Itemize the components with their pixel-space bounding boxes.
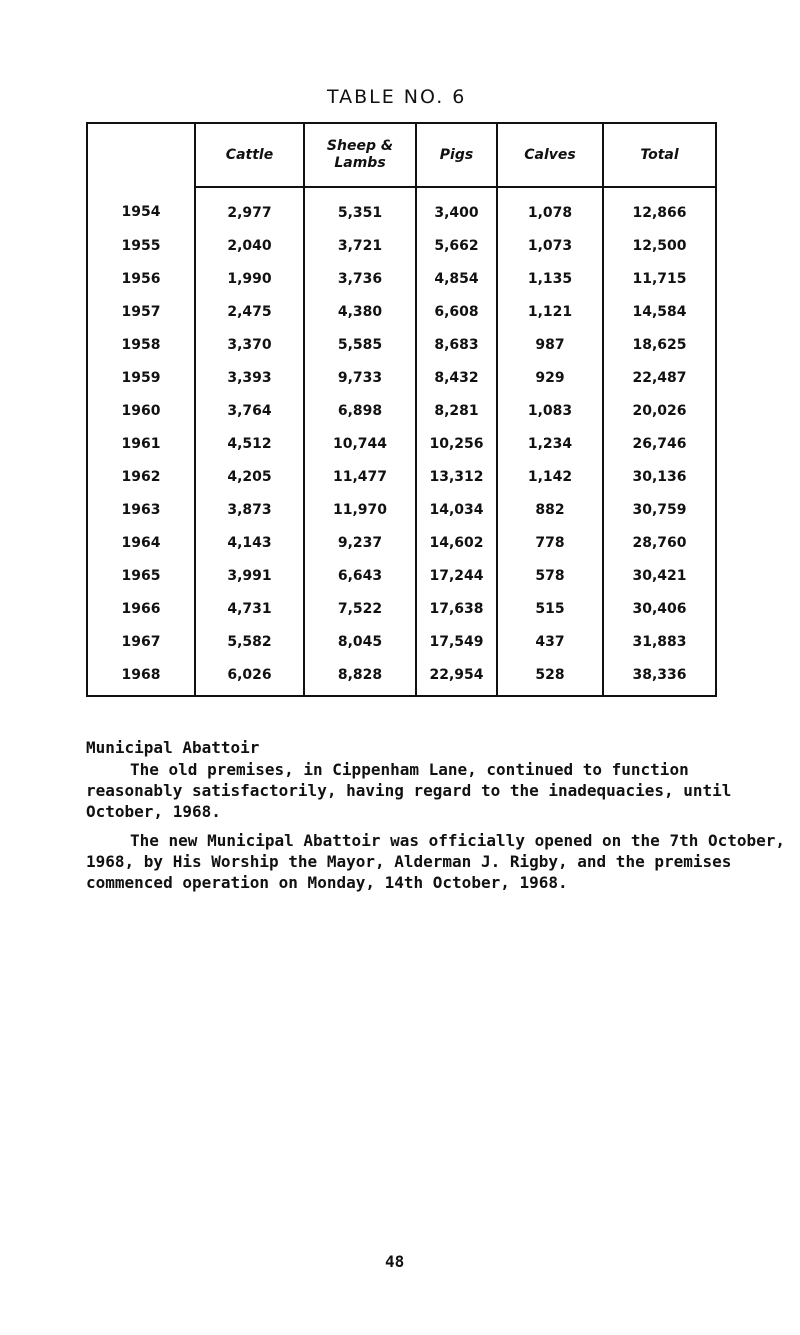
cell-cattle: 3,370 bbox=[195, 328, 304, 361]
cell-cattle: 5,582 bbox=[195, 625, 304, 658]
cell-pigs: 10,256 bbox=[416, 427, 497, 460]
cell-total: 30,421 bbox=[603, 559, 716, 592]
cell-year: 1965 bbox=[87, 559, 195, 592]
cell-total: 14,584 bbox=[603, 295, 716, 328]
paragraph-new-abattoir: The new Municipal Abattoir was officially opened on the 7th October, 1968, by His Worship the Mayor, Alderman J. Rigby, and the premises commenced operation on Monday, 14th October, 1968. bbox=[86, 831, 786, 892]
cell-sheep-lambs: 5,585 bbox=[304, 328, 416, 361]
cell-cattle: 4,731 bbox=[195, 592, 304, 625]
cell-total: 30,759 bbox=[603, 493, 716, 526]
cell-total: 12,866 bbox=[603, 187, 716, 229]
cell-sheep-lambs: 3,736 bbox=[304, 262, 416, 295]
cell-pigs: 3,400 bbox=[416, 187, 497, 229]
cell-cattle: 4,205 bbox=[195, 460, 304, 493]
table-row bbox=[87, 625, 716, 658]
cell-pigs: 17,638 bbox=[416, 592, 497, 625]
table-row bbox=[87, 658, 716, 696]
cell-sheep-lambs: 11,477 bbox=[304, 460, 416, 493]
cell-pigs: 8,281 bbox=[416, 394, 497, 427]
page-number: 48 bbox=[385, 1252, 405, 1271]
cell-sheep-lambs: 9,733 bbox=[304, 361, 416, 394]
cell-cattle: 3,991 bbox=[195, 559, 304, 592]
cell-year: 1962 bbox=[87, 460, 195, 493]
cell-sheep-lambs: 9,237 bbox=[304, 526, 416, 559]
cell-calves: 1,078 bbox=[497, 187, 603, 229]
cell-calves: 1,135 bbox=[497, 262, 603, 295]
section-heading: Municipal Abattoir bbox=[86, 738, 260, 757]
cell-calves: 578 bbox=[497, 559, 603, 592]
cell-sheep-lambs: 6,643 bbox=[304, 559, 416, 592]
cell-calves: 515 bbox=[497, 592, 603, 625]
cell-year: 1960 bbox=[87, 394, 195, 427]
cell-cattle: 2,475 bbox=[195, 295, 304, 328]
cell-sheep-lambs: 10,744 bbox=[304, 427, 416, 460]
cell-total: 11,715 bbox=[603, 262, 716, 295]
cell-cattle: 3,393 bbox=[195, 361, 304, 394]
cell-pigs: 17,549 bbox=[416, 625, 497, 658]
cell-cattle: 6,026 bbox=[195, 658, 304, 696]
header-cattle: Cattle bbox=[195, 123, 304, 187]
cell-year: 1958 bbox=[87, 328, 195, 361]
cell-year: 1963 bbox=[87, 493, 195, 526]
cell-calves: 987 bbox=[497, 328, 603, 361]
cell-year: 1954 bbox=[87, 187, 195, 229]
cell-pigs: 4,854 bbox=[416, 262, 497, 295]
cell-sheep-lambs: 6,898 bbox=[304, 394, 416, 427]
paragraph-old-premises: The old premises, in Cippenham Lane, continued to function reasonably satisfactorily, having regard to the inadequacies, until October, 1968. bbox=[86, 760, 732, 821]
cell-total: 22,487 bbox=[603, 361, 716, 394]
cell-total: 30,406 bbox=[603, 592, 716, 625]
slaughter-statistics-table bbox=[86, 122, 717, 697]
table-row bbox=[87, 361, 716, 394]
cell-calves: 1,073 bbox=[497, 229, 603, 262]
table-row bbox=[87, 526, 716, 559]
cell-year: 1956 bbox=[87, 262, 195, 295]
header-calves: Calves bbox=[497, 123, 603, 187]
cell-calves: 929 bbox=[497, 361, 603, 394]
cell-pigs: 14,034 bbox=[416, 493, 497, 526]
cell-cattle: 3,764 bbox=[195, 394, 304, 427]
cell-year: 1966 bbox=[87, 592, 195, 625]
cell-year: 1968 bbox=[87, 658, 195, 696]
header-pigs: Pigs bbox=[416, 123, 497, 187]
cell-pigs: 8,432 bbox=[416, 361, 497, 394]
cell-calves: 1,234 bbox=[497, 427, 603, 460]
cell-total: 26,746 bbox=[603, 427, 716, 460]
table-row bbox=[87, 187, 716, 229]
cell-pigs: 6,608 bbox=[416, 295, 497, 328]
table-row bbox=[87, 427, 716, 460]
cell-calves: 778 bbox=[497, 526, 603, 559]
table-row bbox=[87, 295, 716, 328]
cell-cattle: 2,977 bbox=[195, 187, 304, 229]
cell-sheep-lambs: 7,522 bbox=[304, 592, 416, 625]
cell-calves: 1,083 bbox=[497, 394, 603, 427]
cell-total: 18,625 bbox=[603, 328, 716, 361]
cell-calves: 437 bbox=[497, 625, 603, 658]
cell-pigs: 17,244 bbox=[416, 559, 497, 592]
cell-total: 30,136 bbox=[603, 460, 716, 493]
cell-total: 31,883 bbox=[603, 625, 716, 658]
cell-sheep-lambs: 8,828 bbox=[304, 658, 416, 696]
cell-cattle: 2,040 bbox=[195, 229, 304, 262]
table-row bbox=[87, 229, 716, 262]
cell-sheep-lambs: 11,970 bbox=[304, 493, 416, 526]
cell-year: 1957 bbox=[87, 295, 195, 328]
cell-calves: 1,121 bbox=[497, 295, 603, 328]
cell-calves: 1,142 bbox=[497, 460, 603, 493]
table-row bbox=[87, 328, 716, 361]
cell-cattle: 4,512 bbox=[195, 427, 304, 460]
table-row bbox=[87, 394, 716, 427]
table-row bbox=[87, 559, 716, 592]
cell-year: 1961 bbox=[87, 427, 195, 460]
cell-total: 20,026 bbox=[603, 394, 716, 427]
table-header-row bbox=[87, 123, 716, 187]
cell-pigs: 8,683 bbox=[416, 328, 497, 361]
cell-pigs: 14,602 bbox=[416, 526, 497, 559]
table-row bbox=[87, 460, 716, 493]
cell-year: 1964 bbox=[87, 526, 195, 559]
cell-total: 12,500 bbox=[603, 229, 716, 262]
cell-year: 1959 bbox=[87, 361, 195, 394]
table-row bbox=[87, 493, 716, 526]
cell-pigs: 13,312 bbox=[416, 460, 497, 493]
table-title: TABLE NO. 6 bbox=[327, 86, 467, 108]
table-row bbox=[87, 262, 716, 295]
cell-sheep-lambs: 5,351 bbox=[304, 187, 416, 229]
cell-total: 38,336 bbox=[603, 658, 716, 696]
cell-year: 1967 bbox=[87, 625, 195, 658]
cell-cattle: 3,873 bbox=[195, 493, 304, 526]
cell-pigs: 5,662 bbox=[416, 229, 497, 262]
cell-sheep-lambs: 8,045 bbox=[304, 625, 416, 658]
cell-year: 1955 bbox=[87, 229, 195, 262]
cell-sheep-lambs: 4,380 bbox=[304, 295, 416, 328]
cell-calves: 882 bbox=[497, 493, 603, 526]
cell-cattle: 1,990 bbox=[195, 262, 304, 295]
header-sheep-lambs: Sheep & Lambs bbox=[304, 123, 416, 187]
cell-calves: 528 bbox=[497, 658, 603, 696]
cell-sheep-lambs: 3,721 bbox=[304, 229, 416, 262]
table-row bbox=[87, 592, 716, 625]
cell-pigs: 22,954 bbox=[416, 658, 497, 696]
header-corner bbox=[87, 123, 195, 187]
header-total: Total bbox=[603, 123, 716, 187]
cell-cattle: 4,143 bbox=[195, 526, 304, 559]
cell-total: 28,760 bbox=[603, 526, 716, 559]
